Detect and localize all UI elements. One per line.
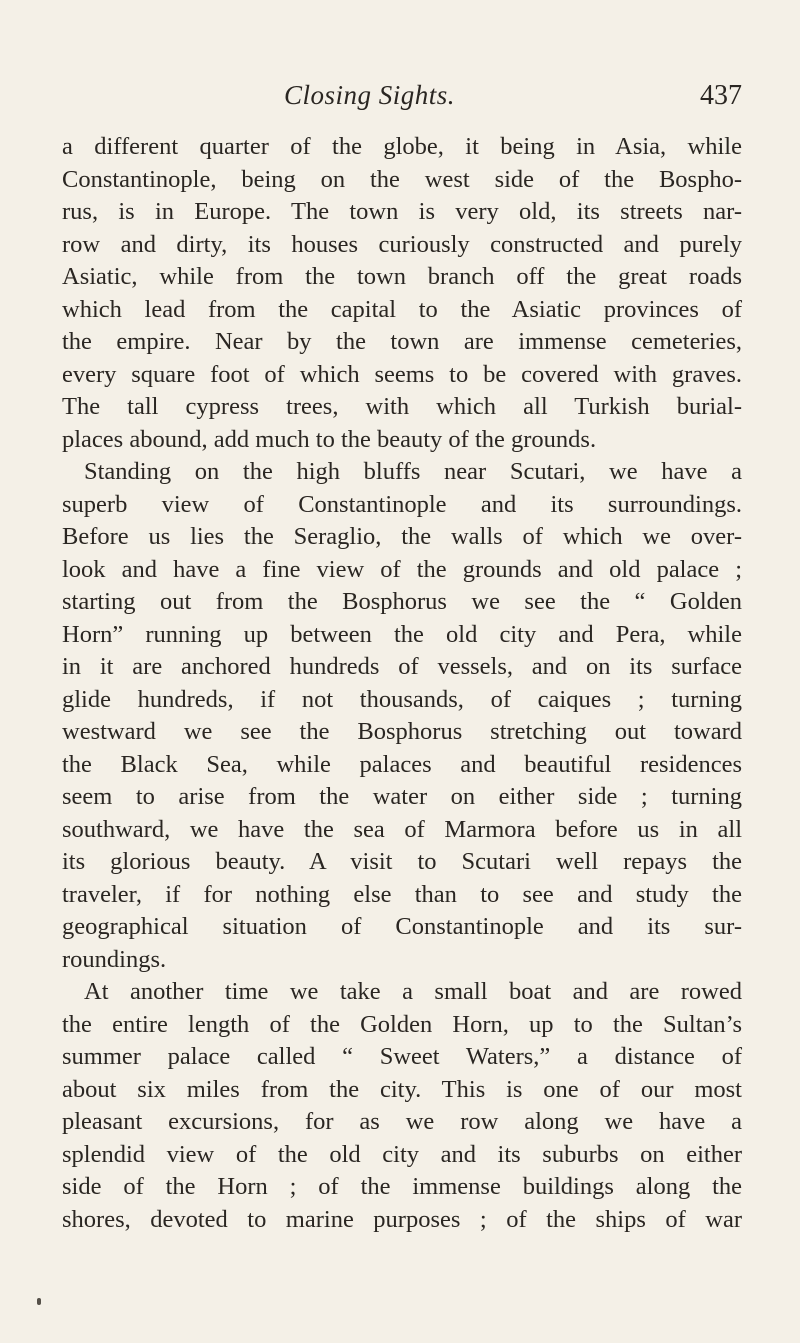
- text-line: row and dirty, its houses curiously constructed and purely: [62, 230, 742, 258]
- text-line: starting out from the Bosphorus we see the “ Golden: [62, 588, 742, 615]
- text-line: Constantinople, being on the west side of the Bospho-: [62, 165, 742, 193]
- text-line: summer palace called “ Sweet Waters,” a distance of: [62, 1043, 742, 1070]
- text-line: Horn” running up between the old city and Pera, while: [62, 620, 742, 648]
- text-line: geographical situation of Constantinople and its sur-: [62, 913, 742, 940]
- text-line: glide hundreds, if not thousands, of caiques ; turning: [62, 685, 742, 713]
- text-line: Asiatic, while from the town branch off the great roads: [62, 263, 742, 290]
- ink-speck: [37, 1298, 41, 1305]
- text-line: side of the Horn ; of the immense buildings along the: [62, 1173, 742, 1200]
- text-line: southward, we have the sea of Marmora before us in all: [62, 815, 742, 843]
- text-line: Before us lies the Seraglio, the walls of which we over-: [62, 523, 742, 550]
- text-line: roundings.: [62, 945, 167, 973]
- running-head: [62, 80, 742, 120]
- text-line: splendid view of the old city and its suburbs on either: [62, 1140, 742, 1168]
- page-number: 437: [700, 80, 742, 111]
- body-text: [62, 131, 742, 1236]
- text-line: westward we see the Bosphorus stretching out toward: [62, 718, 742, 745]
- text-line: traveler, if for nothing else than to see and study the: [62, 880, 742, 908]
- text-line: look and have a fine view of the grounds and old palace ;: [62, 555, 742, 583]
- text-line: places abound, add much to the beauty of the grounds.: [62, 425, 597, 453]
- paragraph-start-line: At another time we take a small boat and are rowed: [84, 978, 742, 1005]
- text-line: which lead from the capital to the Asiatic provinces of: [62, 295, 742, 323]
- text-line: every square foot of which seems to be covered with graves.: [62, 360, 742, 388]
- text-line: the empire. Near by the town are immense cemeteries,: [62, 328, 742, 355]
- text-line: a different quarter of the globe, it being in Asia, while: [62, 133, 742, 160]
- text-line: superb view of Constantinople and its surroundings.: [62, 490, 742, 518]
- text-line: in it are anchored hundreds of vessels, and on its surface: [62, 653, 742, 680]
- text-line: pleasant excursions, for as we row along we have a: [62, 1108, 742, 1135]
- text-line: shores, devoted to marine purposes ; of the ships of war: [62, 1205, 742, 1233]
- text-line: the Black Sea, while palaces and beautiful residences: [62, 750, 742, 778]
- text-line: seem to arise from the water on either side ; turning: [62, 783, 742, 810]
- text-line: its glorious beauty. A visit to Scutari well repays the: [62, 848, 742, 875]
- text-line: rus, is in Europe. The town is very old, its streets nar-: [62, 198, 742, 225]
- text-line: about six miles from the city. This is one of our most: [62, 1075, 742, 1103]
- running-title: Closing Sights.: [284, 80, 456, 110]
- text-line: The tall cypress trees, with which all Turkish burial-: [62, 393, 742, 420]
- text-line: the entire length of the Golden Horn, up to the Sultan’s: [62, 1010, 742, 1038]
- paragraph-start-line: Standing on the high bluffs near Scutari, we have a: [84, 458, 742, 485]
